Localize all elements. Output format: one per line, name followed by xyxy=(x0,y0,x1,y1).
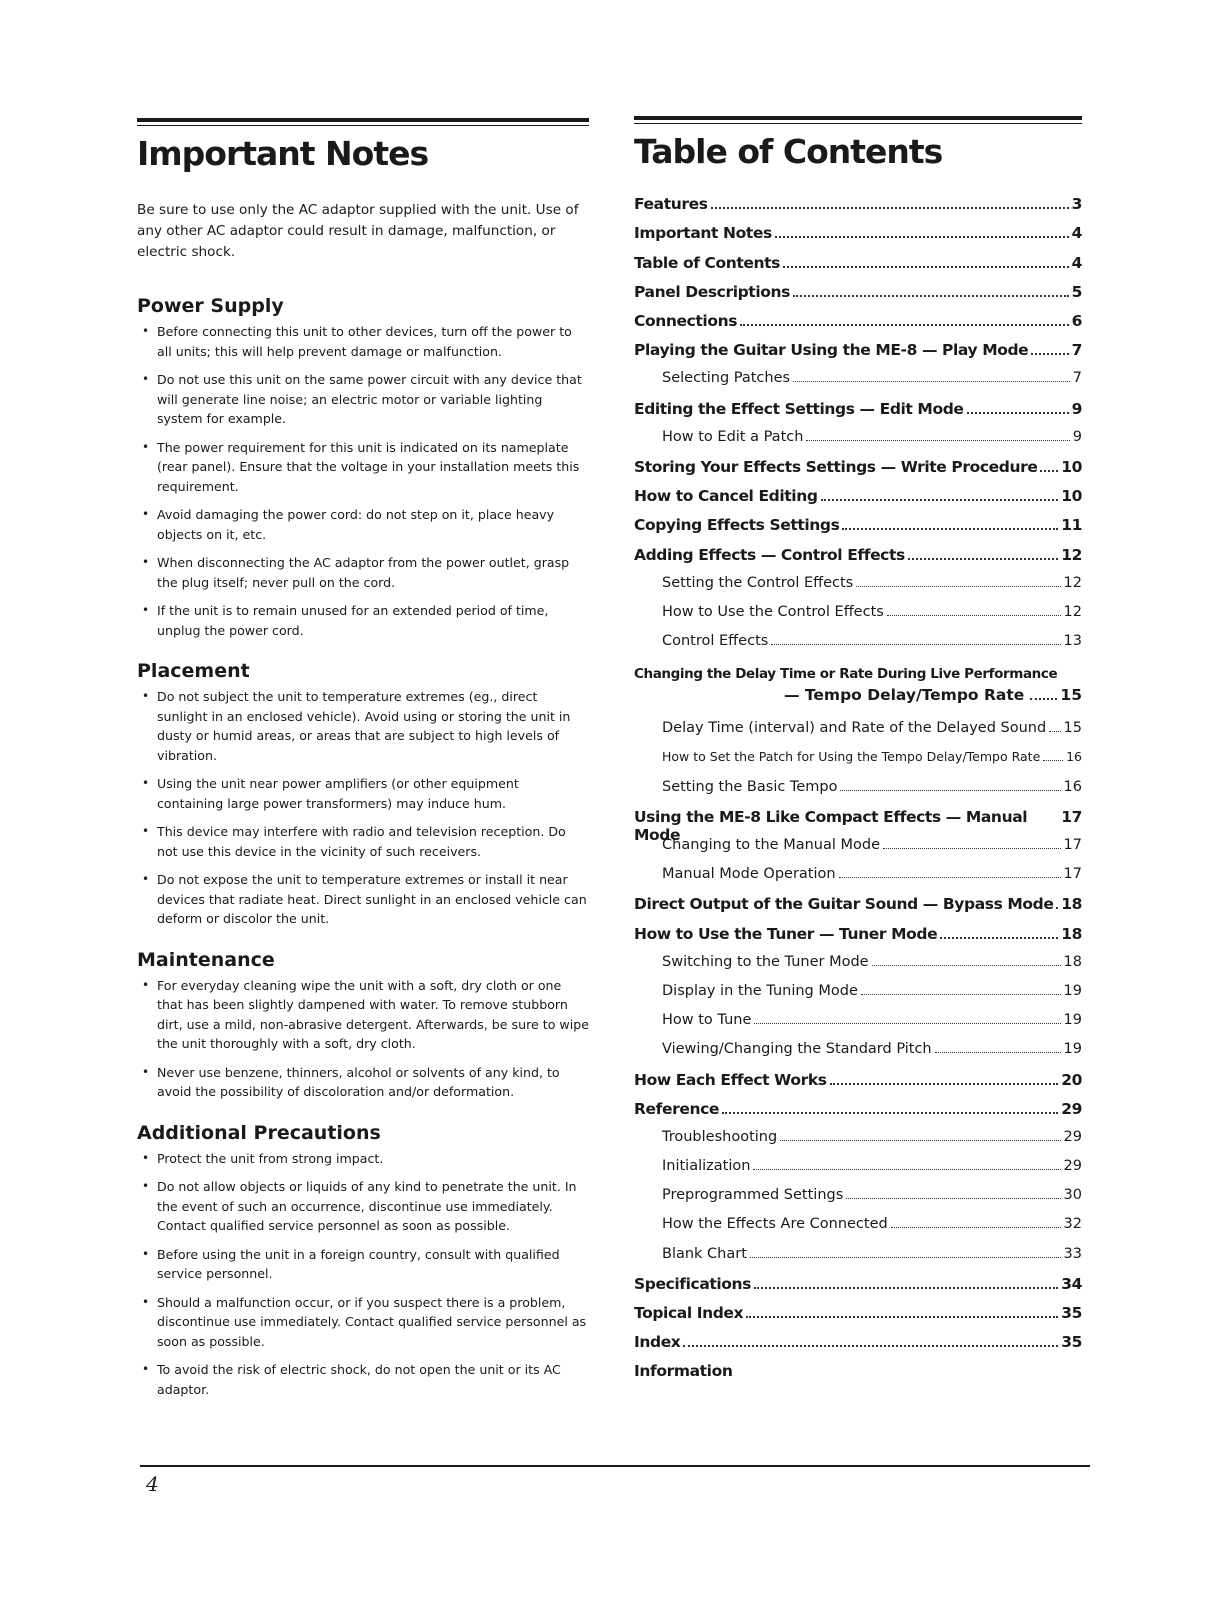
heading-rule-thick xyxy=(137,118,589,122)
toc-entry[interactable] xyxy=(634,779,1082,808)
section-title: Power Supply xyxy=(137,295,284,318)
toc-dot-leader xyxy=(821,498,1059,501)
bullet-item xyxy=(137,1360,589,1399)
toc-entry[interactable] xyxy=(634,546,1082,575)
toc-entry-page: 17 xyxy=(1063,837,1082,854)
toc-entry[interactable] xyxy=(634,370,1082,399)
toc-dot-leader xyxy=(1030,697,1057,700)
bullet-text: For everyday cleaning wipe the unit with a soft, dry cloth or one that has been slightly dampened with water. To remove stubborn dirt, use a mild, non-abrasive detergent. Afterwards, be sure to wipe the unit thoroughly with a soft, dry cloth. xyxy=(157,977,589,1052)
toc-entry-page: 18 xyxy=(1063,953,1082,970)
toc-entry-page: 4 xyxy=(1071,253,1082,272)
bullet-icon: • xyxy=(142,1179,150,1194)
toc-entry-page: 12 xyxy=(1061,545,1082,564)
toc-entry-page: 29 xyxy=(1063,1128,1082,1145)
table-of-contents-column xyxy=(634,116,1082,1392)
section-title: Maintenance xyxy=(137,948,275,971)
section-title: Additional Precautions xyxy=(137,1121,381,1144)
toc-dot-leader xyxy=(775,235,1069,238)
toc-entry-label: Storing Your Effects Settings — Write Procedure xyxy=(634,457,1038,476)
toc-entry-label: Viewing/Changing the Standard Pitch xyxy=(662,1041,932,1058)
toc-dot-leader xyxy=(746,1315,1058,1318)
important-notes-title: Important Notes xyxy=(137,134,429,173)
bullet-text: The power requirement for this unit is indicated on its nameplate (rear panel). Ensure that the voltage in your installation meets this requirement. xyxy=(157,439,580,494)
toc-dot-leader xyxy=(1056,906,1058,909)
toc-entry[interactable] xyxy=(634,925,1082,954)
bullet-item xyxy=(137,1063,589,1102)
bullet-list xyxy=(137,976,589,1102)
bullet-text: Do not expose the unit to temperature extremes or install it near devices that radiate heat. Direct sunlight in an enclosed vehicle can deform or discolor the unit. xyxy=(157,872,587,927)
bullet-text: Do not subject the unit to temperature extremes (eg., direct sunlight in an enclosed vehicle). Avoid using or storing the unit in dusty or humid areas, or areas that are subject to high levels of vibration. xyxy=(157,689,571,763)
toc-entry[interactable] xyxy=(634,1275,1082,1304)
bullet-text: Never use benzene, thinners, alcohol or solvents of any kind, to avoid the possibility of discoloration and/or deformation. xyxy=(157,1064,560,1100)
toc-entry-page: 19 xyxy=(1063,982,1082,999)
toc-dot-leader xyxy=(753,1168,1060,1170)
bullet-icon: • xyxy=(142,1246,150,1261)
toc-dot-leader xyxy=(806,439,1069,441)
toc-entry[interactable] xyxy=(634,1333,1082,1362)
bullet-icon: • xyxy=(142,776,150,791)
page-number: 4 xyxy=(146,1472,159,1496)
toc-entry[interactable] xyxy=(634,341,1082,370)
toc-entry[interactable] xyxy=(634,1012,1082,1041)
toc-dot-leader xyxy=(935,1051,1061,1053)
bullet-icon: • xyxy=(142,507,150,522)
toc-entry-page: 12 xyxy=(1063,603,1082,620)
bullet-icon: • xyxy=(142,824,150,839)
toc-dot-leader xyxy=(1031,352,1068,355)
toc-entry-label: Switching to the Tuner Mode xyxy=(662,953,869,970)
intro-paragraph: Be sure to use only the AC adaptor supplied with the unit. Use of any other AC adaptor could result in damage, malfunction, or electric shock. xyxy=(137,202,579,261)
toc-entry-label: How to Tune xyxy=(662,1012,752,1029)
toc-entry[interactable] xyxy=(634,720,1082,749)
bullet-icon: • xyxy=(142,872,150,887)
toc-entry-label: How to Use the Control Effects xyxy=(662,603,884,620)
toc-entry[interactable] xyxy=(634,1362,1082,1391)
toc-entry-page: 7 xyxy=(1071,341,1082,360)
notes-sections xyxy=(137,295,589,1399)
toc-entry-label: Preprogrammed Settings xyxy=(662,1187,844,1204)
bullet-text: This device may interfere with radio and television reception. Do not use this device in the vicinity of such receivers. xyxy=(157,824,566,859)
bullet-text: Avoid damaging the power cord: do not step on it, place heavy objects on it, etc. xyxy=(157,507,555,542)
bullet-item xyxy=(137,687,589,765)
toc-entry-page: 13 xyxy=(1063,633,1082,650)
toc-entry-label-line1: Changing the Delay Time or Rate During Live Performance xyxy=(634,666,1058,683)
toc-entry[interactable] xyxy=(634,1158,1082,1187)
toc-dot-leader xyxy=(856,585,1060,587)
toc-entry[interactable] xyxy=(634,224,1082,253)
toc-entry-label: How Each Effect Works xyxy=(634,1070,827,1089)
toc-entry[interactable] xyxy=(634,283,1082,312)
bullet-item xyxy=(137,505,589,544)
toc-entry-page: 9 xyxy=(1072,428,1082,445)
toc-entry-page: 34 xyxy=(1061,1274,1082,1293)
bullet-item xyxy=(137,553,589,592)
toc-entry-label: Control Effects xyxy=(662,633,769,650)
toc-entry-page: 32 xyxy=(1063,1216,1082,1233)
toc-entry[interactable] xyxy=(634,749,1082,778)
footer-rule xyxy=(140,1465,1090,1467)
toc-entry[interactable] xyxy=(634,487,1082,516)
toc-entry-page: 16 xyxy=(1063,778,1082,795)
toc-entry-page: 20 xyxy=(1061,1070,1082,1089)
toc-entry-page: 33 xyxy=(1063,1245,1082,1262)
toc-entry-label: Manual Mode Operation xyxy=(662,866,836,883)
toc-entry-label: Blank Chart xyxy=(662,1245,747,1262)
bullet-item xyxy=(137,1245,589,1284)
toc-dot-leader xyxy=(740,323,1069,326)
bullet-icon: • xyxy=(142,555,150,570)
bullet-item xyxy=(137,822,589,861)
toc-dot-leader xyxy=(754,1286,1058,1289)
bullet-text: Do not use this unit on the same power circuit with any device that will generate line noise; an electric motor or variable lighting system for example. xyxy=(157,372,582,427)
toc-entry-label: How to Cancel Editing xyxy=(634,487,818,506)
toc-entry[interactable] xyxy=(634,895,1082,924)
toc-dot-leader xyxy=(750,1256,1061,1258)
toc-entry-page: 18 xyxy=(1061,924,1082,943)
toc-entry[interactable] xyxy=(634,1100,1082,1129)
notes-section xyxy=(137,1122,589,1400)
toc-entry[interactable] xyxy=(634,604,1082,633)
bullet-icon: • xyxy=(142,1362,150,1377)
toc-entry-label: Topical Index xyxy=(634,1304,744,1323)
toc-entry-label: Changing to the Manual Mode xyxy=(662,837,881,854)
bullet-list xyxy=(137,322,589,640)
toc-entry-label: Information xyxy=(634,1362,733,1381)
toc-entry-page: 17 xyxy=(1063,866,1082,883)
bullet-icon: • xyxy=(142,1294,150,1309)
toc-entry[interactable] xyxy=(634,1246,1082,1275)
bullet-text: Before using the unit in a foreign country, consult with qualified service personnel. xyxy=(157,1246,560,1282)
toc-entry-page: 19 xyxy=(1063,1012,1082,1029)
toc-dot-leader xyxy=(683,1344,1058,1347)
toc-dot-leader xyxy=(1040,469,1058,472)
toc-entry[interactable] xyxy=(634,516,1082,545)
toc-dot-leader xyxy=(940,936,1058,939)
toc-entry-page: 19 xyxy=(1063,1041,1082,1058)
bullet-icon: • xyxy=(142,977,150,992)
toc-entry-page: 15 xyxy=(1063,720,1082,737)
toc-entry-page: 35 xyxy=(1061,1304,1082,1323)
bullet-text: To avoid the risk of electric shock, do not open the unit or its AC adaptor. xyxy=(157,1362,561,1397)
section-title: Placement xyxy=(137,660,250,683)
toc-dot-leader xyxy=(830,1082,1059,1085)
toc-title: Table of Contents xyxy=(634,132,943,171)
toc-entry[interactable] xyxy=(634,195,1082,224)
toc-entry[interactable] xyxy=(634,807,1082,844)
toc-dot-leader xyxy=(1049,730,1060,732)
bullet-item xyxy=(137,438,589,497)
toc-entry-page: 11 xyxy=(1061,516,1082,535)
toc-entry-page: 12 xyxy=(1063,574,1082,591)
bullet-icon: • xyxy=(142,439,150,454)
toc-dot-leader xyxy=(1043,759,1063,761)
toc-entry-page: 3 xyxy=(1071,195,1082,214)
toc-entry-label: Panel Descriptions xyxy=(634,282,790,301)
toc-entry-page: 17 xyxy=(1061,807,1082,826)
toc-entry-label: Important Notes xyxy=(634,224,772,243)
toc-entry-page: 4 xyxy=(1071,224,1082,243)
toc-entry[interactable] xyxy=(634,1071,1082,1100)
toc-entry-label: Setting the Basic Tempo xyxy=(662,778,838,795)
toc-dot-leader xyxy=(861,993,1061,995)
bullet-text: If the unit is to remain unused for an extended period of time, unplug the power cord. xyxy=(157,603,549,638)
toc-entry[interactable] xyxy=(634,1187,1082,1216)
toc-entry-page: 16 xyxy=(1066,749,1082,765)
toc-entry[interactable] xyxy=(634,254,1082,283)
toc-dot-leader xyxy=(754,1022,1060,1024)
toc-dot-leader xyxy=(908,557,1058,560)
toc-dot-leader xyxy=(891,1226,1061,1228)
toc-entry[interactable] xyxy=(634,400,1082,429)
toc-entry[interactable] xyxy=(634,575,1082,604)
toc-dot-leader xyxy=(842,527,1058,530)
toc-entry-page: 10 xyxy=(1061,487,1082,506)
toc-dot-leader xyxy=(872,964,1061,966)
bullet-item xyxy=(137,976,589,1054)
toc-dot-leader xyxy=(839,876,1061,878)
heading-rule-thick xyxy=(634,116,1082,120)
toc-entry[interactable] xyxy=(634,866,1082,895)
toc-dot-leader xyxy=(967,411,1069,414)
toc-entry-label: Playing the Guitar Using the ME-8 — Play Mode xyxy=(634,341,1029,360)
bullet-item xyxy=(137,601,589,640)
bullet-text: Using the unit near power amplifiers (or other equipment containing large power transformers) may induce hum. xyxy=(157,776,519,811)
toc-dot-leader xyxy=(840,789,1060,791)
bullet-icon: • xyxy=(142,372,150,387)
toc-list xyxy=(634,195,1082,1391)
toc-entry-page: 7 xyxy=(1072,370,1082,387)
toc-entry-label: Selecting Patches xyxy=(662,370,791,387)
toc-entry-page: 9 xyxy=(1071,399,1082,418)
bullet-item xyxy=(137,322,589,361)
toc-entry-page: 35 xyxy=(1061,1333,1082,1352)
toc-entry-page: 18 xyxy=(1061,895,1082,914)
toc-entry-tempo-delay[interactable] xyxy=(634,662,1082,720)
toc-entry[interactable] xyxy=(634,1216,1082,1245)
bullet-text: Do not allow objects or liquids of any kind to penetrate the unit. In the event of such an occurrence, discontinue use immediately. Contact qualified service personnel as soon as possible. xyxy=(157,1179,577,1234)
toc-entry-page: 29 xyxy=(1063,1158,1082,1175)
toc-entry[interactable] xyxy=(634,633,1082,662)
notes-section xyxy=(137,295,589,640)
toc-entry-page: 5 xyxy=(1071,282,1082,301)
bullet-icon: • xyxy=(142,1064,150,1079)
bullet-item xyxy=(137,1293,589,1352)
toc-entry[interactable] xyxy=(634,1041,1082,1070)
toc-dot-leader xyxy=(883,847,1061,849)
bullet-item xyxy=(137,870,589,929)
heading-rule-thin xyxy=(634,123,1082,124)
toc-dot-leader xyxy=(711,206,1069,209)
bullet-list xyxy=(137,1149,589,1400)
toc-entry-label: Delay Time (interval) and Rate of the Delayed Sound xyxy=(662,720,1047,737)
toc-entry-label: Copying Effects Settings xyxy=(634,516,840,535)
bullet-text: Should a malfunction occur, or if you suspect there is a problem, discontinue use immediately. Contact qualified service personnel as soon as possible. xyxy=(157,1294,587,1349)
toc-entry[interactable] xyxy=(634,1304,1082,1333)
bullet-icon: • xyxy=(142,324,150,339)
heading-rule-thin xyxy=(137,125,589,126)
bullet-text: Before connecting this unit to other devices, turn off the power to all units; this will help prevent damage or malfunction. xyxy=(157,324,572,359)
toc-entry-label: Display in the Tuning Mode xyxy=(662,982,858,999)
toc-entry-label: Initialization xyxy=(662,1158,751,1175)
toc-dot-leader xyxy=(780,1139,1060,1141)
toc-entry[interactable] xyxy=(634,429,1082,458)
toc-entry-page: 15 xyxy=(1060,686,1082,705)
toc-entry-label: Reference xyxy=(634,1099,719,1118)
bullet-icon: • xyxy=(142,603,150,618)
toc-dot-leader xyxy=(783,265,1069,268)
toc-entry-label: Table of Contents xyxy=(634,253,780,272)
notes-section xyxy=(137,949,589,1102)
toc-entry[interactable] xyxy=(634,458,1082,487)
toc-entry-label: How to Set the Patch for Using the Tempo Delay/Tempo Rate xyxy=(662,749,1041,765)
toc-entry-label: Features xyxy=(634,195,708,214)
toc-dot-leader xyxy=(771,643,1060,645)
toc-entry-page: 30 xyxy=(1063,1187,1082,1204)
toc-dot-leader xyxy=(793,294,1069,297)
toc-dot-leader xyxy=(793,380,1070,382)
toc-entry[interactable] xyxy=(634,954,1082,983)
toc-entry-page: 6 xyxy=(1071,312,1082,331)
bullet-list xyxy=(137,687,589,929)
toc-entry-page: 29 xyxy=(1061,1099,1082,1118)
notes-section xyxy=(137,660,589,929)
toc-entry-label: How to Use the Tuner — Tuner Mode xyxy=(634,924,938,943)
bullet-item xyxy=(137,774,589,813)
toc-entry-label-line2: — Tempo Delay/Tempo Rate xyxy=(784,686,1025,705)
toc-entry-label: Editing the Effect Settings — Edit Mode xyxy=(634,399,964,418)
bullet-icon: • xyxy=(142,1150,150,1165)
toc-entry[interactable] xyxy=(634,983,1082,1012)
bullet-icon: • xyxy=(142,689,150,704)
toc-dot-leader xyxy=(722,1111,1058,1114)
bullet-text: Protect the unit from strong impact. xyxy=(157,1150,384,1166)
toc-dot-leader xyxy=(846,1197,1060,1199)
toc-entry[interactable] xyxy=(634,1129,1082,1158)
bullet-item xyxy=(137,1149,589,1169)
toc-entry-label: Direct Output of the Guitar Sound — Bypass Mode xyxy=(634,895,1054,914)
toc-entry-label: How to Edit a Patch xyxy=(662,428,804,445)
toc-entry-label: Using the ME-8 Like Compact Effects — Manual Mode xyxy=(634,807,1028,844)
toc-entry-page: 10 xyxy=(1061,457,1082,476)
bullet-text: When disconnecting the AC adaptor from the power outlet, grasp the plug itself; never pull on the cord. xyxy=(157,555,570,590)
toc-entry[interactable] xyxy=(634,312,1082,341)
toc-entry-label: Specifications xyxy=(634,1274,752,1293)
toc-entry-label: Setting the Control Effects xyxy=(662,574,854,591)
toc-entry-label: Troubleshooting xyxy=(662,1128,778,1145)
toc-entry-label: Adding Effects — Control Effects xyxy=(634,545,905,564)
bullet-item xyxy=(137,370,589,429)
bullet-item xyxy=(137,1177,589,1236)
toc-dot-leader xyxy=(887,614,1061,616)
toc-entry-label: Connections xyxy=(634,312,738,331)
toc-entry-label: How the Effects Are Connected xyxy=(662,1216,888,1233)
toc-entry-label: Index xyxy=(634,1333,681,1352)
important-notes-column xyxy=(137,118,589,1408)
